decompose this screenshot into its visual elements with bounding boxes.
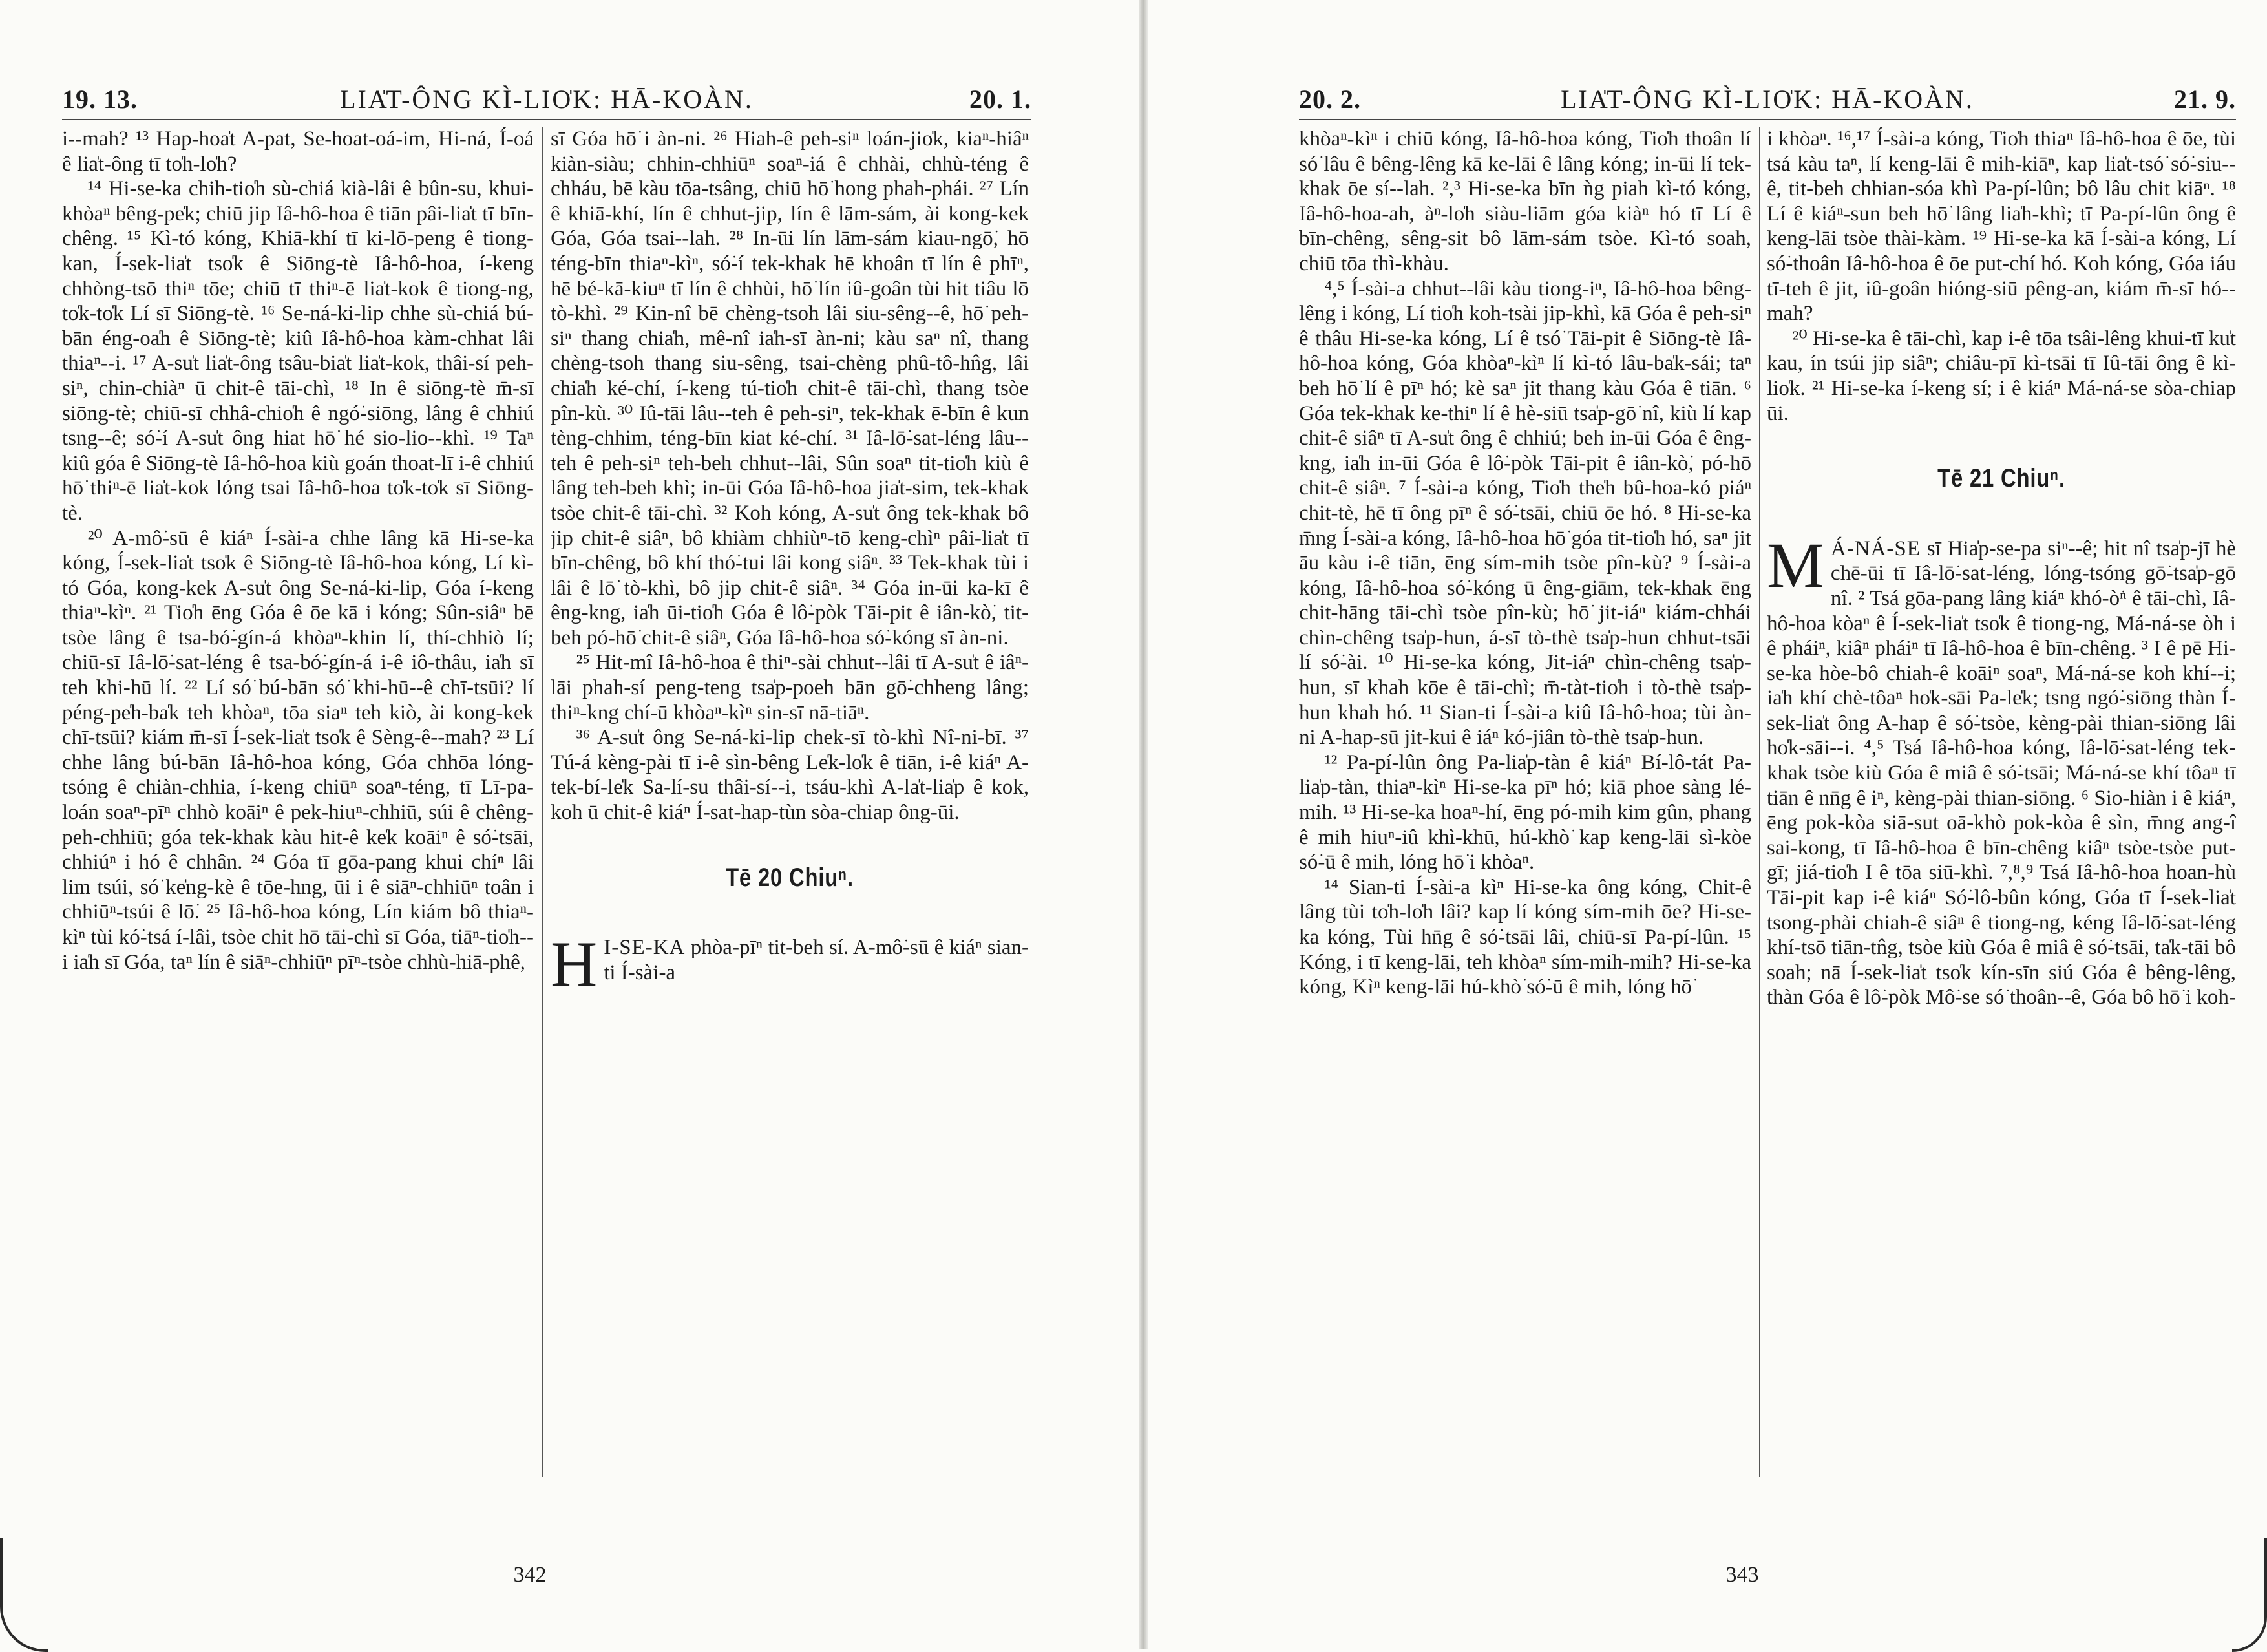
paragraph: sī Góa hō͘ i àn-ni. ²⁶ Hiah-ê peh-siⁿ loán-jio̍k, kiaⁿ-hiâⁿ kiàn-siàu; chhin-chhiūⁿ soaⁿ-iá ê chhài, chhù-téng ê chháu, bē kàu tōa-tsâng, chiū hō͘ hong phah-phái. ²⁷ Lín ê khiā-khí, lín ê chhut-jip, lín ê lām-sám, ài kong-kek Góa, Góa tsai--lah. ²⁸ In-ūi lín lām-sám kiau-ngō͘, hō͘ téng-bīn thiaⁿ-kìⁿ, só͘-í tek-khak hē khoân tī lín ê phīⁿ, hē bé-kā-kiuⁿ tī lín ê chhùi, hō͘ lín iû-goân tùi hit tiâu lō͘ tò-khì. ²⁹ Kin-nî bē chèng-tsoh lâi siu-sêng--ê, hō͘ peh-siⁿ thang chia̍h, mê-nî ia̍h-sī àn-ni; kàu saⁿ nî, thang chèng-tsoh thang siu-sêng, tsai-chèng phû-tô-hn̂g, lâi chia̍h ké-chí, í-keng tú-tio̍h chit-ê tāi-chì, thang tsòe pîn-kù. ³⁰ Iû-tāi lâu--teh ê peh-siⁿ, tek-khak ē-bīn ê kun tèng-chhim, téng-bīn kiat ké-chí. ³¹ Iâ-lō͘-sat-léng lâu--teh ê peh-siⁿ teh-beh chhut--lâi, Sûn soaⁿ tit-tio̍h kiù ê lâng teh-beh khì; in-ūi Góa Iâ-hô-hoa jia̍t-sim, tek-khak tsòe chit-ê tāi-chì. ³² Koh kóng, A-su̍t ông tek-khak bô jip chit-ê siâⁿ, bô khiàm chhiùⁿ-tō keng-chìⁿ pâi-lia̍t tī bīn-chêng, bô khí thó͘-tui lâi kong siâⁿ. ³³ Tek-khak tùi i lâi ê lō͘ tò-khì, bô jip chit-ê siâⁿ. ³⁴ Góa in-ūi ka-kī ê êng-kng, ia̍h ūi-tio̍h Góa ê lô͘-pòk Tāi-pit ê iân-kò͘, tit-beh pó-hō͘ chit-ê siâⁿ, Góa Iâ-hô-hoa só͘-kóng sī àn-ni. [551, 127, 1029, 650]
paragraph: i--mah? ¹³ Hap-hoa̍t A-pat, Se-hoat-oá-im, Hi-ná, Í-oá ê lia̍t-ông tī to̍h-lo̍h? [62, 127, 534, 176]
page-number: 342 [513, 1563, 547, 1587]
paragraph: ¹⁴ Hi-se-ka chih-tio̍h sù-chiá kià-lâi ê bûn-su, khui-khòaⁿ bêng-pe̍k; chiū jip Iâ-hô-hoa ê tiān pâi-lia̍t tī bīn-chêng. ¹⁵ Kì-tó kóng, Khiā-khí tī ki-lō-peng ê tiong-kan, Í-sek-lia̍t tso̍k ê Siōng-tè Iâ-hô-hoa, í-keng chhòng-tsō thiⁿ tōe; chiū tī thiⁿ-ē lia̍t-kok ê tiong-ng, to̍k-to̍k Lí sī Siōng-tè. ¹⁶ Se-ná-ki-lip chhe sù-chiá bú-bān éng-oa̍h ê Siōng-tè; kiû Iâ-hô-hoa kàm-chhat lâi thiaⁿ--i. ¹⁷ A-su̍t lia̍t-ông tsâu-bia̍t lia̍t-kok, thâi-sí peh-siⁿ, chin-chiàⁿ ū chit-ê tāi-chì, ¹⁸ In ê siōng-tè m̄-sī siōng-tè; chiū-sī chhâ-chio̍h ê ngó͘-siōng, lâng ê chhiú tsng--ê; só͘-í A-su̍t ông hiat hō͘ hé sio-lio--khì. ¹⁹ Taⁿ kiû góa ê Siōng-tè Iâ-hô-hoa kiù goán thoat-lī i-ê chhiú hō͘ thiⁿ-ē lia̍t-kok lóng tsai Iâ-hô-hoa to̍k-to̍k sī Siōng-tè. [62, 177, 534, 525]
column-divider [1759, 127, 1760, 1477]
opening-caps: Á-NÁ-SE [1830, 536, 1921, 560]
book-spine [1139, 0, 1148, 1649]
running-header [1299, 81, 2236, 118]
chapter-opening [1767, 529, 2236, 1010]
paragraph: ²⁰ A-mô͘-sū ê kiáⁿ Í-sài-a chhe lâng kā Hi-se-ka kóng, Í-sek-lia̍t tso̍k ê Siōng-tè Iâ-hô-hoa kóng, Lí kì-tó Góa, kong-kek A-su̍t ông Se-ná-ki-lip, Góa í-keng thiaⁿ-kìⁿ. ²¹ Tio̍h ēng Góa ê ōe kā i kóng; Sûn-siâⁿ bē tsòe lâng ê tsa-bó͘-gín-á khòaⁿ-khin lí, thí-chhiò lí; chiū-sī Iâ-lō͘-sat-léng ê tsa-bó͘-gín-á i-ê iô-thâu, ia̍h sī teh khi-hū lí. ²² Lí só͘ bú-bān só͘ khi-hū--ê chī-tsūi? lí péng-pe̍h-ba̍k teh khòaⁿ, tōa siaⁿ teh kiò, ài kong-kek chī-tsūi? kiám m̄-sī Í-sek-lia̍t tso̍k ê Sèng-ê--mah? ²³ Lí chhe lâng bú-bān Iâ-hô-hoa kóng, Góa chhōa lóng-tsóng ê chiàn-chhia, í-keng chiūⁿ soaⁿ-téng, tī Lī-pa-loán soaⁿ-pīⁿ chhò koāiⁿ ê pek-hiuⁿ-chhiū, súi ê chêng-peh-chhiū; góa tek-khak kàu hit-ê ke̍k koāiⁿ ê só͘-tsāi, chhiúⁿ i hó ê chhân. ²⁴ Góa tī gōa-pang khui chíⁿ lâi lim tsúi, só͘ ke̍ng-kè ê tōe-hng, ūi i ê siāⁿ-chhiūⁿ toân i chhiūⁿ-tsúi ê lō͘. ²⁵ Iâ-hô-hoa kóng, Lín kiám bô thiaⁿ-kìⁿ tùi kó͘-tsá í-lâi, tsòe chit hō tāi-chì sī Góa, tiāⁿ-tio̍h--i ia̍h sī Góa, taⁿ lín ê siāⁿ-chhiūⁿ pīⁿ-tsòe chhù-hiā-phê, [62, 526, 534, 974]
running-header [62, 81, 1031, 118]
paragraph: ³⁶ A-su̍t ông Se-ná-ki-lip chek-sī tò-khì Nî-ni-bī. ³⁷ Tú-á kèng-pài tī i-ê sìn-bêng Le̍k-lo̍k ê tiān, i-ê kiáⁿ A-tek-bí-le̍k Sa-lí-su thâi-sí--i, tsáu-khì A-la̍t-lia̍p ê kok, koh ū chit-ê kiáⁿ Í-sat-hap-tùn sòa-chiap ông-ūi. [551, 726, 1029, 825]
paragraph: ¹⁴ Sian-ti Í-sài-a kìⁿ Hi-se-ka ông kóng, Chit-ê lâng tùi to̍h-lo̍h lâi? kap lí kóng sím-mih ōe? Hi-se-ka kóng, Tùi hn̄g ê só͘-tsāi lâi, chiū-sī Pa-pí-lûn. ¹⁵ Kóng, i tī keng-lāi, teh khòaⁿ sím-mih-mih? Hi-se-ka kóng, Kìⁿ keng-lāi hú-khò͘ só͘-ū ê mih, lóng hō͘ [1299, 875, 1751, 999]
header-rule [1299, 119, 2236, 120]
header-ref-end: 20. 1. [969, 85, 1031, 114]
header-ref-start: 19. 13. [62, 85, 138, 114]
header-ref-end: 21. 9. [2174, 85, 2236, 114]
opening-text: sī Hia̍p-se-pa siⁿ--ê; hit nî tsa̍p-jī hè chē-ūi tī Iâ-lō͘-sat-léng, lóng-tsóng gō͘-tsa̍p-gō͘ nî. ² Tsá gōa-pang lâng kiáⁿ khó-ò͘ⁿ ê tāi-chì, Iâ-hô-hoa kòaⁿ ê Í-sek-lia̍t tso̍k ê tiong-ng, Má-ná-se òh i ê pháiⁿ, kiâⁿ pháiⁿ tī Iâ-hô-hoa ê bīn-chêng. ³ I ê pē Hi-se-ka hòe-bô chiah-ê koāiⁿ soaⁿ, Má-ná-se koh khí--i; ia̍h khí chè-tôaⁿ ho̍k-sāi Pa-le̍k; tsng ngó͘-siōng thàn Í-sek-lia̍t ông A-hap ê só͘-tsòe, kèng-pài thian-siōng lâi ho̍k-sāi--i. ⁴,⁵ Tsá Iâ-hô-hoa kóng, Iâ-lō͘-sat-léng tek-khak tsòe kiù Góa ê miâ ê só͘-tsāi; Má-ná-se khí tôaⁿ tī tiān ê nn̄g ê iⁿ, kèng-pài thian-siōng. ⁶ Sio-hiàn i ê kiáⁿ, ēng pok-kòa siā-sut oā-khò pok-kòa ê sìn, m̄ng ang-î sai-kong, tī Iâ-hô-hoa ê bīn-chêng kiâⁿ tsòe-tsòe put-gī; jiá-tio̍h I ê tōa siū-khì. ⁷,⁸,⁹ Tsá Iâ-hô-hoa hoan-hù Tāi-pit kap i-ê kiáⁿ Só͘-lô-bûn kóng, Góa tī Í-sek-lia̍t tsong-phài chiah-ê siâⁿ ê tiong-ng, kéng Iâ-lō͘-sat-léng khí-tsō tiān-tn̂g, tsòe kiù Góa ê miâ ê só͘-tsāi, ta̍k-tāi bô soah; nā Í-sek-lia̍t tso̍k kín-sīn siú Góa ê bêng-lêng, thàn Góa ê lô͘-pòk Mô͘-se só͘ thoân--ê, Góa bô hō͘ i koh- [1767, 536, 2236, 1010]
opening-text: phòa-pīⁿ tit-beh sí. A-mô͘-sū ê kiáⁿ sian-ti Í-sài-a [604, 936, 1029, 984]
chapter-heading: Tē 21 Chiuⁿ. [1937, 464, 2065, 493]
paragraph: i khòaⁿ. ¹⁶,¹⁷ Í-sài-a kóng, Tio̍h thiaⁿ Iâ-hô-hoa ê ōe, tùi tsá kàu taⁿ, lí keng-lāi ê mih-kiāⁿ, kap lia̍t-tsó͘ só͘-siu--ê, tit-beh chhian-sóa khì Pa-pí-lûn; bô lâu chit kiāⁿ. ¹⁸ Lí ê kiáⁿ-sun beh hō͘ lâng lia̍h-khì; tī Pa-pí-lûn ông ê keng-lāi tsòe thài-kàm. ¹⁹ Hi-se-ka kā Í-sài-a kóng, Lí só͘-thoân Iâ-hô-hoa ê ōe put-chí hó. Koh kóng, Góa iáu tī-teh ê jit, iû-goân hióng-siū pêng-an, kiám m̄-sī hó--mah? [1767, 127, 2236, 326]
header-ref-start: 20. 2. [1299, 85, 1361, 114]
chapter-heading: Tē 20 Chiuⁿ. [726, 863, 854, 892]
text-column-2 [1767, 127, 2236, 1477]
paragraph: ²⁵ Hit-mî Iâ-hô-hoa ê thiⁿ-sài chhut--lâi tī A-su̍t ê iâⁿ-lāi phah-sí peng-teng tsa̍p-poeh bān gō͘-chheng lâng; thiⁿ-kng chí-ū khòaⁿ-kìⁿ sin-sī nā-tiāⁿ. [551, 651, 1029, 725]
text-column-1 [62, 127, 534, 1477]
header-title: LIA̍T-ÔNG KÌ-LIO̍K: HĀ-KOÀN. [340, 85, 754, 114]
header-rule [62, 119, 1031, 120]
opening-caps: I-SE-KA [604, 936, 686, 960]
text-column-2 [551, 127, 1029, 1477]
paragraph: ²⁰ Hi-se-ka ê tāi-chì, kap i-ê tōa tsâi-lêng khui-tī ku̍t kau, ín tsúi jip siâⁿ; chiâu-pī kì-tsāi tī Iû-tāi ông ê kì-lio̍k. ²¹ Hi-se-ka í-keng sí; i ê kiáⁿ Má-ná-se sòa-chiap ūi. [1767, 326, 2236, 425]
chapter-opening [551, 928, 1029, 1001]
text-column-1 [1299, 127, 1751, 1477]
right-page [1148, 0, 2267, 1649]
header-title: LIA̍T-ÔNG KÌ-LIO̍K: HĀ-KOÀN. [1561, 85, 1974, 114]
drop-cap: H [551, 928, 598, 1001]
page-number: 343 [1725, 1563, 1759, 1587]
paragraph: ⁴,⁵ Í-sài-a chhut--lâi kàu tiong-iⁿ, Iâ-hô-hoa bêng-lêng i kóng, Lí tio̍h koh-tsài jip-khì, kā Góa ê peh-siⁿ ê thâu Hi-se-ka kóng, Lí ê tsó͘ Tāi-pit ê Siōng-tè Iâ-hô-hoa kóng, Góa khòaⁿ-kìⁿ lí kì-tó lâu-ba̍k-sái; taⁿ beh hō͘ lí ê pīⁿ hó; kè saⁿ jit thang kàu Góa ê tiān. ⁶ Góa tek-khak ke-thiⁿ lí ê hè-siū tsa̍p-gō͘ nî, kiù lí kap chit-ê siâⁿ tī A-su̍t ông ê chhiú; beh in-ūi Góa ê êng-kng, ia̍h in-ūi Góa ê lô͘-pòk Tāi-pit ê iân-kò͘, pó-hō͘ chit-ê siâⁿ. ⁷ Í-sài-a kóng, Tio̍h the̍h bû-hoa-kó piáⁿ chit-tè, hē tī ông pīⁿ ê só͘-tsāi, chiū ōe hó. ⁸ Hi-se-ka m̄ng Í-sài-a kóng, Iâ-hô-hoa hō͘ góa tit-tio̍h hó, saⁿ jit āu kàu i-ê tiān, ēng sím-mih tsòe pîn-kù? ⁹ Í-sài-a kóng, Iâ-hô-hoa só͘-kóng ū êng-giām, tek-khak ēng chit-hāng tāi-chì tsòe pîn-kù; hō͘ jit-iáⁿ kiám-chhái chìn-chêng tsa̍p-hun, á-sī tò-thè tsa̍p-hun chhut-tsāi lí só͘-ài. ¹⁰ Hi-se-ka kóng, Jit-iáⁿ chìn-chêng tsa̍p-hun, sī khah kōe ê tāi-chì; m̄-tàt-tio̍h i tò-thè tsa̍p-hun khah hó. ¹¹ Sian-ti Í-sài-a kiû Iâ-hô-hoa; tùi àn-ni A-hap-sū jit-kui ê iáⁿ kó-jiân tò-thè tsa̍p-hun. [1299, 277, 1751, 750]
paragraph: khòaⁿ-kìⁿ i chiū kóng, Iâ-hô-hoa kóng, Tio̍h thoân lí só͘ lâu ê bêng-lêng kā ke-lāi ê lâng kóng; in-ūi lí tek-khak ōe sí--lah. ²,³ Hi-se-ka bīn ǹg piah kì-tó kóng, Iâ-hô-hoa-ah, àⁿ-lo̍h siàu-liām góa kiàⁿ hó tī Lí ê bīn-chêng, sêng-sit bô lām-sám tsòe. Kì-tó soah, chiū tōa thì-khàu. [1299, 127, 1751, 275]
drop-cap: M [1767, 529, 1824, 601]
column-divider [542, 127, 543, 1477]
paragraph: ¹² Pa-pí-lûn ông Pa-lia̍p-tàn ê kiáⁿ Bí-lô-tát Pa-lia̍p-tàn, thiaⁿ-kìⁿ Hi-se-ka pīⁿ hó; kiā phoe sàng lé-mih. ¹³ Hi-se-ka hoaⁿ-hí, ēng pó-mih kim gûn, phang ê mih hiuⁿ-iû khì-khū, hú-khò͘ kap keng-lāi sì-kòe só͘-ū ê mih, lóng hō͘ i khòaⁿ. [1299, 750, 1751, 874]
